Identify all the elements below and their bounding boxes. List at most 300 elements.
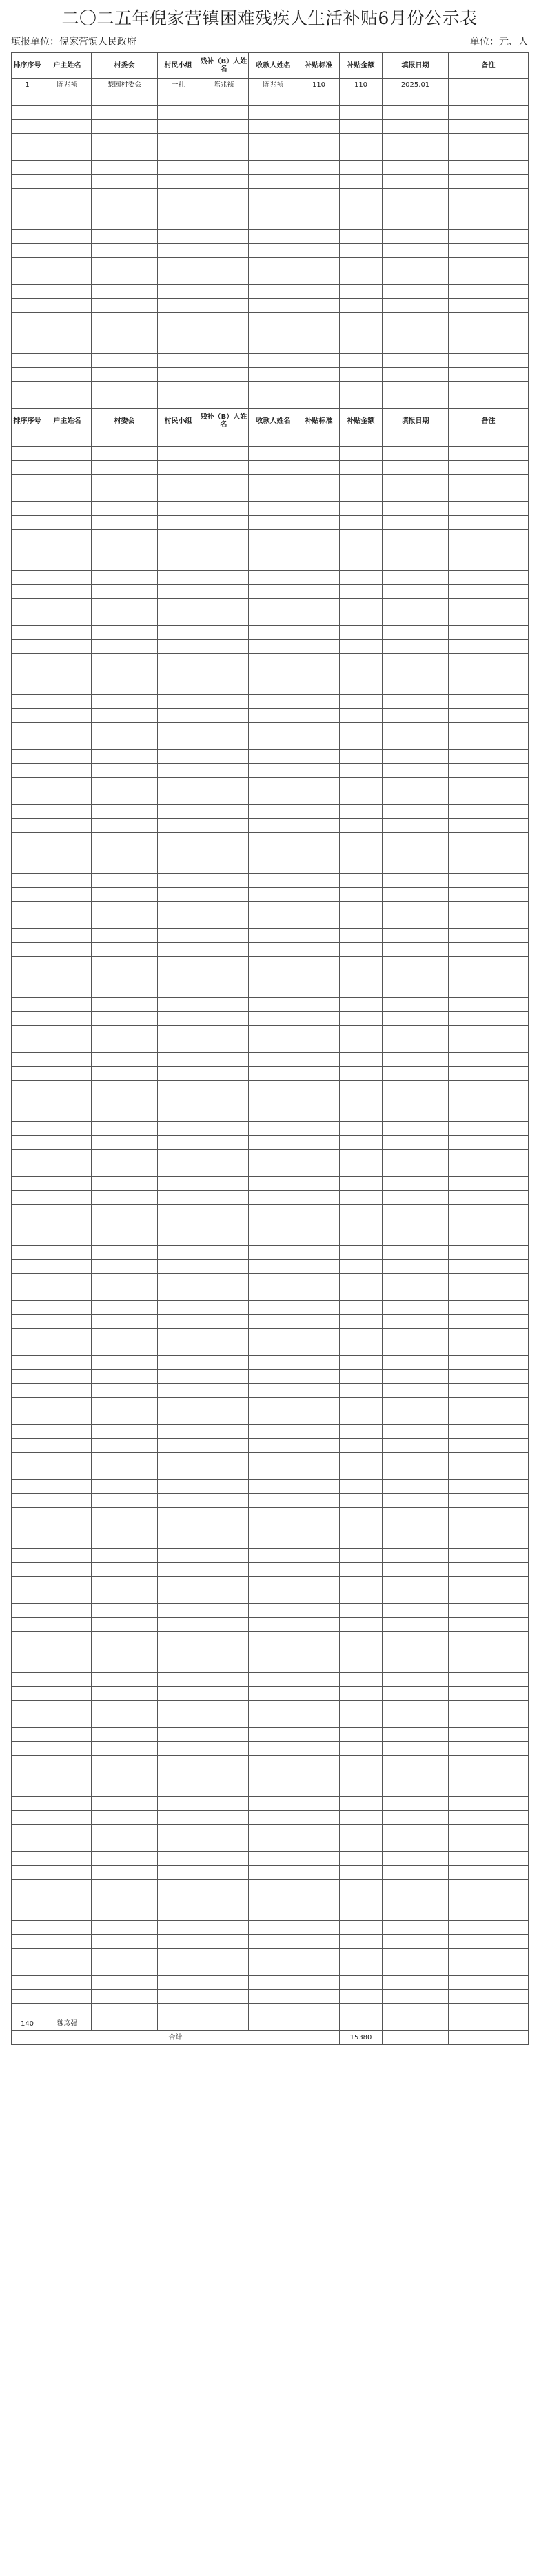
table-cell: [383, 161, 449, 175]
table-cell: [249, 929, 298, 943]
table-cell: [92, 695, 158, 709]
table-cell: [12, 1880, 43, 1893]
table-cell: [383, 92, 449, 106]
table-cell: [340, 1714, 383, 1728]
table-cell: [199, 626, 249, 640]
table-cell: [158, 161, 199, 175]
table-cell: [199, 1315, 249, 1329]
table-cell: [249, 667, 298, 681]
table-cell: [158, 2017, 199, 2031]
table-row: [12, 902, 529, 915]
table-row: [12, 874, 529, 888]
table-cell: [249, 640, 298, 654]
table-cell: [249, 106, 298, 120]
table-cell: [158, 1081, 199, 1094]
table-cell: [92, 599, 158, 612]
table-cell: [383, 488, 449, 502]
table-cell: [12, 1094, 43, 1108]
table-cell: [449, 1466, 529, 1480]
table-cell: [449, 915, 529, 929]
table-row: [12, 1604, 529, 1618]
table-cell: [158, 1714, 199, 1728]
table-cell: [12, 516, 43, 530]
table-cell: [43, 1962, 92, 1976]
table-cell: [92, 764, 158, 778]
table-row: [12, 175, 529, 189]
table-row: [12, 778, 529, 791]
table-cell: [249, 161, 298, 175]
table-cell: [340, 1811, 383, 1825]
table-cell: [158, 1260, 199, 1274]
table-cell: [43, 915, 92, 929]
table-cell: [340, 1274, 383, 1287]
table-cell: [43, 1053, 92, 1067]
table-cell: [199, 230, 249, 244]
table-cell: [449, 1274, 529, 1287]
table-cell: [199, 1108, 249, 1122]
table-cell: [43, 1287, 92, 1301]
table-cell: [449, 599, 529, 612]
table-cell: [199, 326, 249, 340]
table-cell: [383, 626, 449, 640]
table-cell: [92, 271, 158, 285]
table-cell: [298, 1852, 340, 1866]
table-row: [12, 1521, 529, 1535]
table-cell: [92, 120, 158, 134]
table-cell: [449, 147, 529, 161]
table-cell: [12, 1108, 43, 1122]
table-cell: [43, 1039, 92, 1053]
table-cell: [12, 764, 43, 778]
table-cell: [383, 202, 449, 216]
table-row: [12, 833, 529, 846]
table-cell: [199, 984, 249, 998]
table-cell: [249, 488, 298, 502]
table-cell: [449, 202, 529, 216]
table-cell: [92, 1797, 158, 1811]
table-cell: [12, 326, 43, 340]
table-cell: [383, 1150, 449, 1163]
table-cell: [298, 1039, 340, 1053]
table-cell: [158, 1094, 199, 1108]
table-cell: [92, 585, 158, 599]
table-row: [12, 475, 529, 488]
table-cell: [43, 860, 92, 874]
table-cell: [298, 1425, 340, 1439]
table-cell: [383, 1590, 449, 1604]
table-cell: [449, 736, 529, 750]
table-cell: [249, 1439, 298, 1453]
table-cell: [249, 1825, 298, 1838]
table-cell: [298, 1976, 340, 1990]
table-cell: [249, 175, 298, 189]
table-cell: [158, 943, 199, 957]
table-cell: [449, 805, 529, 819]
column-header: 村委会: [92, 409, 158, 433]
column-header: 补贴标准: [298, 53, 340, 79]
table-cell: [298, 502, 340, 516]
table-row: [12, 640, 529, 654]
table-cell: [43, 175, 92, 189]
table-cell: [249, 2004, 298, 2017]
table-cell: [298, 488, 340, 502]
table-cell: [43, 189, 92, 202]
table-cell: [43, 1329, 92, 1342]
table-cell: [298, 1949, 340, 1962]
table-cell: [199, 1563, 249, 1577]
table-row: [12, 723, 529, 736]
table-cell: [340, 502, 383, 516]
table-cell: [298, 1081, 340, 1094]
table-cell: [249, 92, 298, 106]
table-cell: [43, 368, 92, 382]
table-cell: [92, 202, 158, 216]
table-cell: [12, 791, 43, 805]
table-cell: [199, 1976, 249, 1990]
table-cell: [158, 1825, 199, 1838]
table-row: [12, 488, 529, 502]
table-cell: [199, 1287, 249, 1301]
table-cell: [249, 1645, 298, 1659]
table-row: [12, 516, 529, 530]
table-cell: [298, 1150, 340, 1163]
table-cell: [92, 502, 158, 516]
table-row: [12, 530, 529, 543]
table-cell: [199, 571, 249, 585]
table-cell: [249, 543, 298, 557]
table-cell: [199, 1384, 249, 1398]
table-row: [12, 1701, 529, 1714]
table-cell: [199, 778, 249, 791]
table-cell: [12, 1398, 43, 1411]
table-cell: [92, 1191, 158, 1205]
table-cell: [383, 1053, 449, 1067]
table-cell: [340, 750, 383, 764]
table-cell: [340, 1907, 383, 1921]
table-cell: [12, 1301, 43, 1315]
table-cell: [12, 1921, 43, 1935]
table-cell: [199, 1191, 249, 1205]
table-cell: [43, 326, 92, 340]
table-cell: [249, 1053, 298, 1067]
table-cell: [12, 1053, 43, 1067]
table-cell: [199, 1246, 249, 1260]
table-cell: [340, 1756, 383, 1769]
table-cell: [249, 585, 298, 599]
table-cell: [249, 1728, 298, 1742]
table-row: [12, 447, 529, 461]
table-cell: [158, 1439, 199, 1453]
table-cell: [158, 1177, 199, 1191]
table-cell: [43, 461, 92, 475]
table-row: [12, 354, 529, 368]
table-cell: [249, 957, 298, 970]
table-cell: [12, 1177, 43, 1191]
table-row: [12, 984, 529, 998]
table-cell: [43, 764, 92, 778]
table-cell: [340, 1742, 383, 1756]
table-cell: [249, 1494, 298, 1508]
table-cell: [199, 695, 249, 709]
table-cell: 魏彦强: [43, 2017, 92, 2031]
table-cell: [340, 488, 383, 502]
table-row: [12, 1342, 529, 1356]
table-cell: [12, 984, 43, 998]
table-cell: [43, 1825, 92, 1838]
table-cell: [43, 1094, 92, 1108]
table-cell: [249, 874, 298, 888]
table-row: [12, 1880, 529, 1893]
table-cell: [298, 860, 340, 874]
table-cell: [249, 299, 298, 313]
table-cell: [43, 1535, 92, 1549]
table-cell: [449, 902, 529, 915]
table-cell: [199, 1687, 249, 1701]
table-row: [12, 571, 529, 585]
table-cell: [449, 1535, 529, 1549]
table-cell: [383, 998, 449, 1012]
table-cell: [158, 1549, 199, 1563]
table-cell: [340, 1590, 383, 1604]
table-cell: [43, 271, 92, 285]
table-cell: [43, 833, 92, 846]
table-row: [12, 326, 529, 340]
table-cell: [249, 805, 298, 819]
table-cell: [449, 1108, 529, 1122]
table-cell: [158, 543, 199, 557]
table-cell: [158, 258, 199, 271]
table-cell: [383, 502, 449, 516]
table-cell: [340, 1246, 383, 1260]
table-cell: [12, 1329, 43, 1342]
table-cell: [449, 1990, 529, 2004]
table-cell: [249, 1150, 298, 1163]
table-cell: [158, 502, 199, 516]
table-cell: [12, 1590, 43, 1604]
table-cell: [199, 189, 249, 202]
table-cell: [158, 998, 199, 1012]
table-cell: [43, 1797, 92, 1811]
table-cell: [199, 833, 249, 846]
table-cell: [340, 667, 383, 681]
table-cell: [449, 1218, 529, 1232]
table-cell: [12, 1549, 43, 1563]
table-cell: [298, 354, 340, 368]
table-cell: [43, 805, 92, 819]
table-cell: [92, 1466, 158, 1480]
table-cell: [340, 1108, 383, 1122]
table-cell: [158, 1508, 199, 1521]
table-cell: [199, 723, 249, 736]
table-cell: [12, 230, 43, 244]
table-cell: [383, 516, 449, 530]
table-cell: [340, 1453, 383, 1466]
table-row: [12, 1301, 529, 1315]
table-cell: [383, 1893, 449, 1907]
table-cell: [298, 2004, 340, 2017]
table-cell: [249, 271, 298, 285]
table-cell: [43, 1122, 92, 1136]
table-cell: [158, 488, 199, 502]
table-row: [12, 599, 529, 612]
table-cell: [383, 1191, 449, 1205]
table-cell: [92, 1150, 158, 1163]
table-cell: [43, 313, 92, 326]
table-cell: [383, 2031, 449, 2045]
column-header: 户主姓名: [43, 409, 92, 433]
table-cell: [449, 1893, 529, 1907]
table-cell: [43, 654, 92, 667]
table-cell: [43, 1811, 92, 1825]
table-row: [12, 244, 529, 258]
table-cell: [199, 819, 249, 833]
table-cell: [92, 106, 158, 120]
table-cell: [449, 1411, 529, 1425]
table-cell: [249, 530, 298, 543]
table-cell: [158, 461, 199, 475]
table-cell: [199, 1466, 249, 1480]
table-row: [12, 1535, 529, 1549]
table-cell: [199, 915, 249, 929]
table-cell: [199, 957, 249, 970]
table-cell: [449, 2031, 529, 2045]
table-cell: [383, 1962, 449, 1976]
table-cell: [298, 1411, 340, 1425]
table-row: [12, 1494, 529, 1508]
table-cell: [92, 1866, 158, 1880]
table-cell: [383, 1039, 449, 1053]
table-cell: [249, 819, 298, 833]
table-cell: [43, 1618, 92, 1632]
table-cell: [158, 1026, 199, 1039]
table-cell: [340, 970, 383, 984]
table-cell: [12, 1687, 43, 1701]
table-cell: [199, 1935, 249, 1949]
table-cell: [298, 902, 340, 915]
table-cell: [12, 354, 43, 368]
table-cell: [12, 1205, 43, 1218]
table-cell: [249, 326, 298, 340]
table-cell: [383, 599, 449, 612]
table-cell: [383, 1301, 449, 1315]
table-cell: [199, 502, 249, 516]
table-cell: [199, 667, 249, 681]
table-cell: [158, 571, 199, 585]
table-cell: [383, 2017, 449, 2031]
table-cell: [249, 1163, 298, 1177]
table-cell: [449, 1521, 529, 1535]
table-cell: [43, 1921, 92, 1935]
table-cell: [249, 1962, 298, 1976]
table-cell: [12, 1494, 43, 1508]
table-cell: [449, 1645, 529, 1659]
table-cell: [199, 1535, 249, 1549]
table-cell: [92, 1232, 158, 1246]
table-cell: [92, 1907, 158, 1921]
table-cell: [158, 2004, 199, 2017]
table-cell: [449, 1921, 529, 1935]
table-cell: [298, 1177, 340, 1191]
table-cell: [199, 475, 249, 488]
table-cell: [12, 1218, 43, 1232]
table-cell: [199, 1439, 249, 1453]
table-cell: [199, 846, 249, 860]
table-cell: [449, 285, 529, 299]
table-cell: [298, 1494, 340, 1508]
table-cell: [92, 340, 158, 354]
table-cell: [92, 1053, 158, 1067]
table-cell: [199, 1714, 249, 1728]
table-cell: [449, 1604, 529, 1618]
table-cell: [92, 681, 158, 695]
table-cell: [249, 216, 298, 230]
table-cell: [199, 1218, 249, 1232]
table-cell: [199, 216, 249, 230]
table-cell: [199, 1921, 249, 1935]
table-cell: [12, 1811, 43, 1825]
table-cell: [43, 216, 92, 230]
table-cell: [449, 1756, 529, 1769]
table-cell: [43, 92, 92, 106]
table-cell: [449, 1398, 529, 1411]
table-cell: [298, 1632, 340, 1645]
table-cell: [449, 778, 529, 791]
table-cell: [158, 244, 199, 258]
table-cell: [92, 970, 158, 984]
table-cell: [298, 1356, 340, 1370]
table-cell: [249, 984, 298, 998]
table-cell: [383, 395, 449, 409]
table-cell: [249, 1274, 298, 1287]
table-cell: 陈兆祯: [249, 79, 298, 92]
table-cell: [199, 447, 249, 461]
table-row: [12, 1659, 529, 1673]
table-cell: [92, 1521, 158, 1535]
table-row: [12, 1825, 529, 1838]
table-cell: [43, 244, 92, 258]
table-cell: [158, 1907, 199, 1921]
table-cell: [383, 147, 449, 161]
table-cell: [449, 1549, 529, 1563]
table-cell: [12, 1453, 43, 1466]
table-cell: [158, 1521, 199, 1535]
table-row: [12, 1122, 529, 1136]
table-cell: [158, 299, 199, 313]
table-cell: [449, 984, 529, 998]
table-cell: [12, 1618, 43, 1632]
table-cell: [199, 1990, 249, 2004]
table-cell: [92, 791, 158, 805]
table-header: [12, 53, 529, 79]
table-cell: [12, 1191, 43, 1205]
table-cell: [12, 1342, 43, 1356]
table-cell: [158, 667, 199, 681]
table-cell: [43, 819, 92, 833]
table-cell: [340, 1949, 383, 1962]
table-cell: [43, 530, 92, 543]
table-cell: [43, 957, 92, 970]
table-cell: [449, 1880, 529, 1893]
table-cell: [12, 640, 43, 654]
table-cell: [449, 1480, 529, 1494]
table-cell: [249, 1012, 298, 1026]
table-row: [12, 1756, 529, 1769]
table-cell: [249, 1577, 298, 1590]
table-cell: [12, 447, 43, 461]
table-cell: [298, 1797, 340, 1811]
table-cell: [449, 1577, 529, 1590]
table-cell: [298, 368, 340, 382]
